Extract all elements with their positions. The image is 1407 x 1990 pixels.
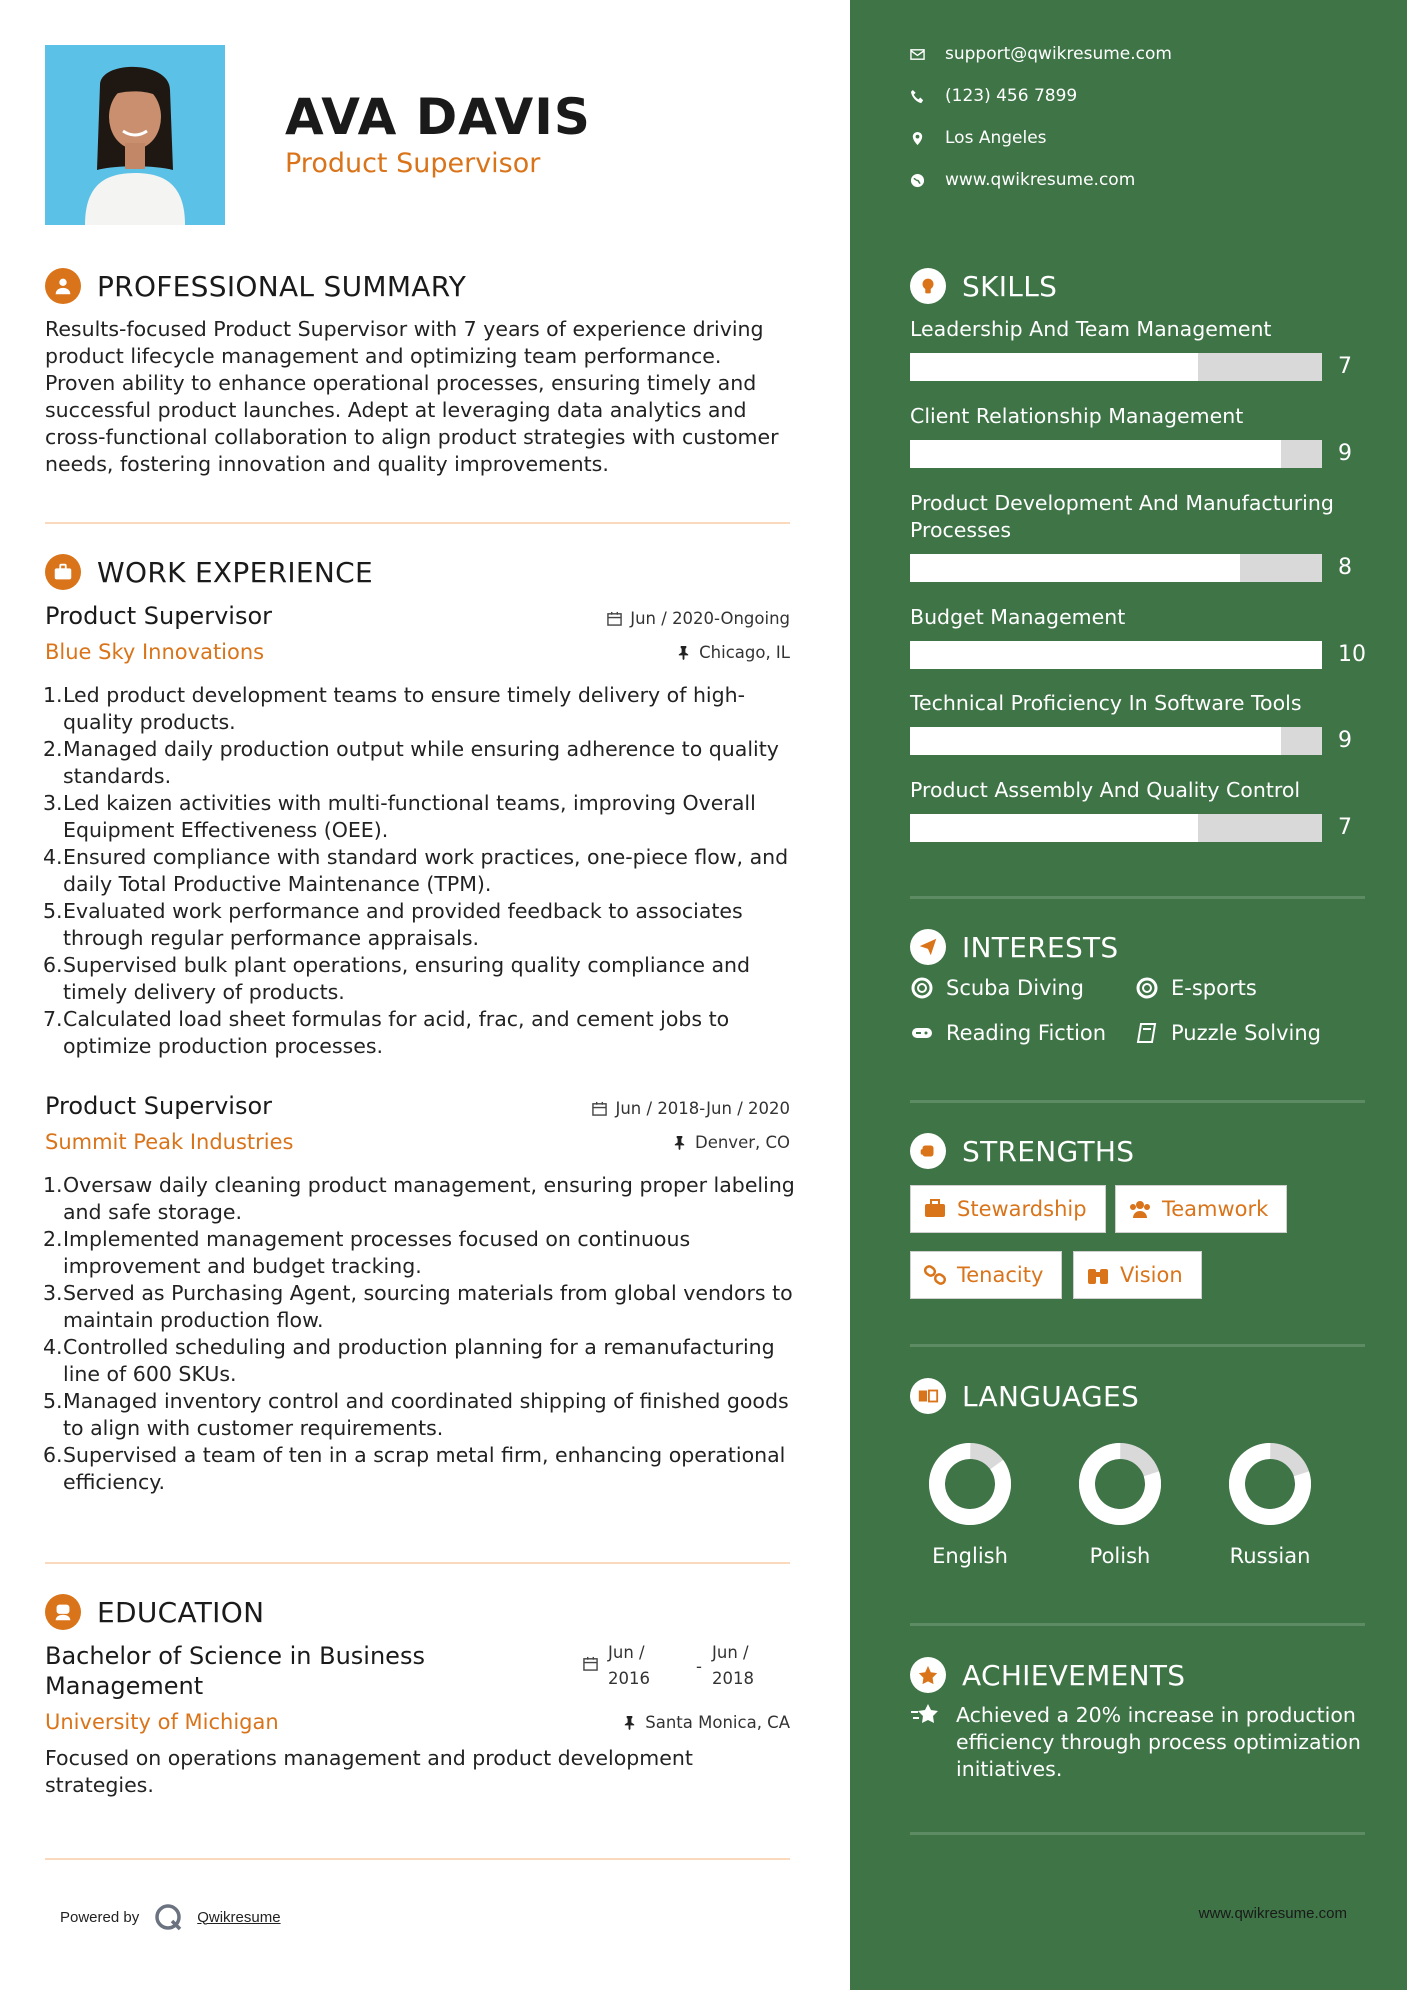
education-location — [622, 1713, 790, 1732]
star-icon — [910, 1657, 946, 1693]
skill-name: Product Development And Manufacturing Processes — [910, 491, 1334, 542]
language-donut — [1076, 1440, 1164, 1528]
contact-location: Los Angeles — [910, 128, 1047, 148]
envelope-icon — [910, 47, 925, 62]
job-location — [672, 1133, 790, 1152]
divider — [45, 1562, 790, 1564]
interest-item: E-sports — [1135, 976, 1257, 1000]
calendar-icon — [607, 611, 622, 626]
job-dates — [607, 609, 790, 628]
job-dates-text: Jun / 2020-Ongoing — [630, 609, 790, 628]
skill-bar-fill — [910, 641, 1322, 669]
skill-bar-fill — [910, 440, 1281, 468]
skill-name: Budget Management — [910, 605, 1126, 629]
job-location-text: Denver, CO — [694, 1133, 790, 1152]
footer-url[interactable]: www.qwikresume.com — [1198, 1905, 1347, 1922]
map-marker-icon — [910, 131, 925, 146]
language-donut-fill — [926, 1440, 1014, 1528]
achievements-title: ACHIEVEMENTS — [962, 1658, 1186, 1692]
lifebuoy-icon — [1135, 976, 1159, 1000]
job-dates-text: Jun / 2018-Jun / 2020 — [615, 1099, 790, 1118]
education-title: EDUCATION — [97, 1595, 265, 1629]
skills-heading — [910, 268, 1057, 304]
contact-website[interactable]: www.qwikresume.com — [910, 170, 1135, 190]
list-item: 7. Calculated load sheet formulas for acid, frac, and cement jobs to optimize production processes. — [43, 1007, 730, 1058]
summary-text: Results-focused Product Supervisor with 7 years of experience driving product lifecycle management and optimizing team performance. Proven ability to enhance operational processes, ensuring timely and successful product launches. Adept at leveraging data analytics and cross-functional collaboration to align product strategies with customer needs, fostering innovation and quality improvements. — [45, 317, 779, 476]
user-icon — [45, 268, 81, 304]
skill-value: 7 — [1338, 354, 1352, 379]
job-title: Product Supervisor — [45, 602, 272, 630]
languages-heading — [910, 1378, 1139, 1414]
divider — [910, 1623, 1365, 1626]
interest-item: Reading Fiction — [910, 1021, 1106, 1045]
powered-by — [60, 1902, 281, 1932]
skill-bar — [910, 554, 1322, 582]
divider — [45, 1858, 790, 1860]
skill-bar — [910, 727, 1322, 755]
education-dates — [583, 1640, 790, 1692]
skill-bar — [910, 353, 1322, 381]
skill-bar-fill — [910, 814, 1198, 842]
language-donut-fill — [1078, 1442, 1161, 1525]
briefcase-icon — [923, 1197, 947, 1221]
skill-name: Technical Proficiency In Software Tools — [910, 691, 1302, 715]
interests-title: INTERESTS — [962, 930, 1119, 964]
interests-heading — [910, 929, 1119, 965]
contact-phone[interactable]: (123) 456 7899 — [910, 86, 1077, 106]
skill-bar-fill — [910, 554, 1240, 582]
education-start: Jun / 2016 — [608, 1643, 651, 1688]
list-item: 5. Managed inventory control and coordinated shipping of finished goods to align with customer requirements. — [43, 1389, 789, 1440]
pin-icon — [676, 645, 691, 660]
language-donut — [1226, 1440, 1314, 1528]
list-item: 2. Implemented management processes focused on continuous improvement and budget tracking. — [43, 1227, 691, 1278]
pin-icon — [672, 1135, 687, 1150]
language-name: Polish — [1089, 1544, 1151, 1568]
binoculars-icon — [1086, 1263, 1110, 1287]
shooting-star-icon — [910, 1700, 940, 1730]
gamepad-icon — [910, 1021, 934, 1045]
job-dates — [592, 1099, 790, 1118]
language-icon — [910, 1378, 946, 1414]
education-description: Focused on operations management and product development strategies. — [45, 1746, 693, 1797]
strength-tag: Teamwork — [1115, 1185, 1287, 1233]
skill-bar-fill — [910, 353, 1198, 381]
list-item: 3. Led kaizen activities with multi-functional teams, improving Overall Equipment Effectiveness (OEE). — [43, 791, 756, 842]
briefcase-icon — [45, 554, 81, 590]
job-responsibilities — [45, 682, 805, 1060]
job-responsibilities — [45, 1172, 805, 1496]
lifebuoy-icon — [910, 976, 934, 1000]
school: University of Michigan — [45, 1710, 279, 1734]
skill-bar — [910, 641, 1322, 669]
divider — [45, 522, 790, 524]
powered-by-label: Powered by — [60, 1908, 140, 1926]
list-item: 2. Managed daily production output while ensuring adherence to quality standards. — [43, 737, 779, 788]
list-item: 6. Supervised bulk plant operations, ensuring quality compliance and timely delivery of products. — [43, 953, 751, 1004]
job-location — [676, 643, 790, 662]
candidate-name: AVA DAVIS — [285, 88, 591, 146]
profile-photo — [45, 45, 225, 225]
divider — [910, 1832, 1365, 1835]
graduate-icon — [45, 1594, 81, 1630]
list-item: 6. Supervised a team of ten in a scrap metal firm, enhancing operational efficiency. — [43, 1443, 786, 1494]
summary-title: PROFESSIONAL SUMMARY — [97, 269, 467, 303]
phone-icon — [910, 89, 925, 104]
paper-plane-icon — [910, 929, 946, 965]
degree: Bachelor of Science in Business Management — [45, 1642, 425, 1700]
list-item: 4. Controlled scheduling and production planning for a remanufacturing line of 600 SKUs. — [43, 1335, 775, 1386]
skills-title: SKILLS — [962, 269, 1058, 303]
link-icon — [923, 1263, 947, 1287]
language-donut-fill — [1228, 1442, 1311, 1525]
divider — [910, 1344, 1365, 1347]
strengths-title: STRENGTHS — [962, 1134, 1135, 1168]
globe-icon — [910, 173, 925, 188]
list-item: 5. Evaluated work performance and provided feedback to associates through regular performance appraisals. — [43, 899, 743, 950]
summary-heading — [45, 268, 466, 304]
list-item: 3. Served as Purchasing Agent, sourcing materials from global vendors to maintain production flow. — [43, 1281, 793, 1332]
education-end: Jun / 2018 — [712, 1643, 754, 1688]
skill-bar — [910, 440, 1322, 468]
divider — [910, 1100, 1365, 1103]
date-dash: - — [696, 1657, 702, 1676]
education-location-text: Santa Monica, CA — [645, 1713, 790, 1732]
skill-value: 10 — [1338, 642, 1366, 667]
language-name: English — [932, 1544, 1008, 1568]
achievement-item: Achieved a 20% increase in production efficiency through process optimization initiatives. — [910, 1702, 1380, 1783]
strength-tag: Vision — [1073, 1251, 1202, 1299]
book-icon — [1135, 1021, 1159, 1045]
interest-item: Scuba Diving — [910, 976, 1084, 1000]
job-company: Blue Sky Innovations — [45, 640, 265, 664]
list-item: 1. Led product development teams to ensure timely delivery of high-quality products. — [43, 683, 746, 734]
skill-name: Client Relationship Management — [910, 404, 1244, 428]
list-item: 4. Ensured compliance with standard work practices, one-piece flow, and daily Total Productive Maintenance (TPM). — [43, 845, 789, 896]
users-icon — [1128, 1197, 1152, 1221]
fist-icon — [910, 1133, 946, 1169]
contact-email[interactable]: support@qwikresume.com — [910, 44, 1172, 64]
skill-value: 9 — [1338, 441, 1352, 466]
qwikresume-logo-icon — [153, 1902, 183, 1932]
skill-name: Product Assembly And Quality Control — [910, 778, 1301, 802]
languages-title: LANGUAGES — [962, 1379, 1140, 1413]
skill-bar-fill — [910, 727, 1281, 755]
calendar-icon — [583, 1656, 598, 1671]
pin-icon — [622, 1715, 637, 1730]
experience-title: WORK EXPERIENCE — [97, 555, 373, 589]
achievements-heading — [910, 1657, 1185, 1693]
qwikresume-link[interactable]: Qwikresume — [197, 1908, 281, 1926]
skill-value: 9 — [1338, 728, 1352, 753]
strength-tag: Stewardship — [910, 1185, 1106, 1233]
candidate-title: Product Supervisor — [285, 148, 541, 179]
skill-value: 7 — [1338, 815, 1352, 840]
divider — [910, 896, 1365, 899]
language-name: Russian — [1229, 1544, 1311, 1568]
interest-item: Puzzle Solving — [1135, 1021, 1321, 1045]
job-company: Summit Peak Industries — [45, 1130, 294, 1154]
calendar-icon — [592, 1101, 607, 1116]
skill-name: Leadership And Team Management — [910, 317, 1272, 341]
language-donut — [926, 1440, 1014, 1528]
list-item: 1. Oversaw daily cleaning product management, ensuring proper labeling and safe storage. — [43, 1173, 795, 1224]
skill-bar — [910, 814, 1322, 842]
strengths-heading — [910, 1133, 1134, 1169]
experience-heading — [45, 554, 373, 590]
job-title: Product Supervisor — [45, 1092, 272, 1120]
lightbulb-icon — [910, 268, 946, 304]
strength-tag: Tenacity — [910, 1251, 1062, 1299]
sidebar — [850, 0, 1407, 1990]
skill-value: 8 — [1338, 555, 1352, 580]
education-heading — [45, 1594, 264, 1630]
job-location-text: Chicago, IL — [699, 643, 790, 662]
